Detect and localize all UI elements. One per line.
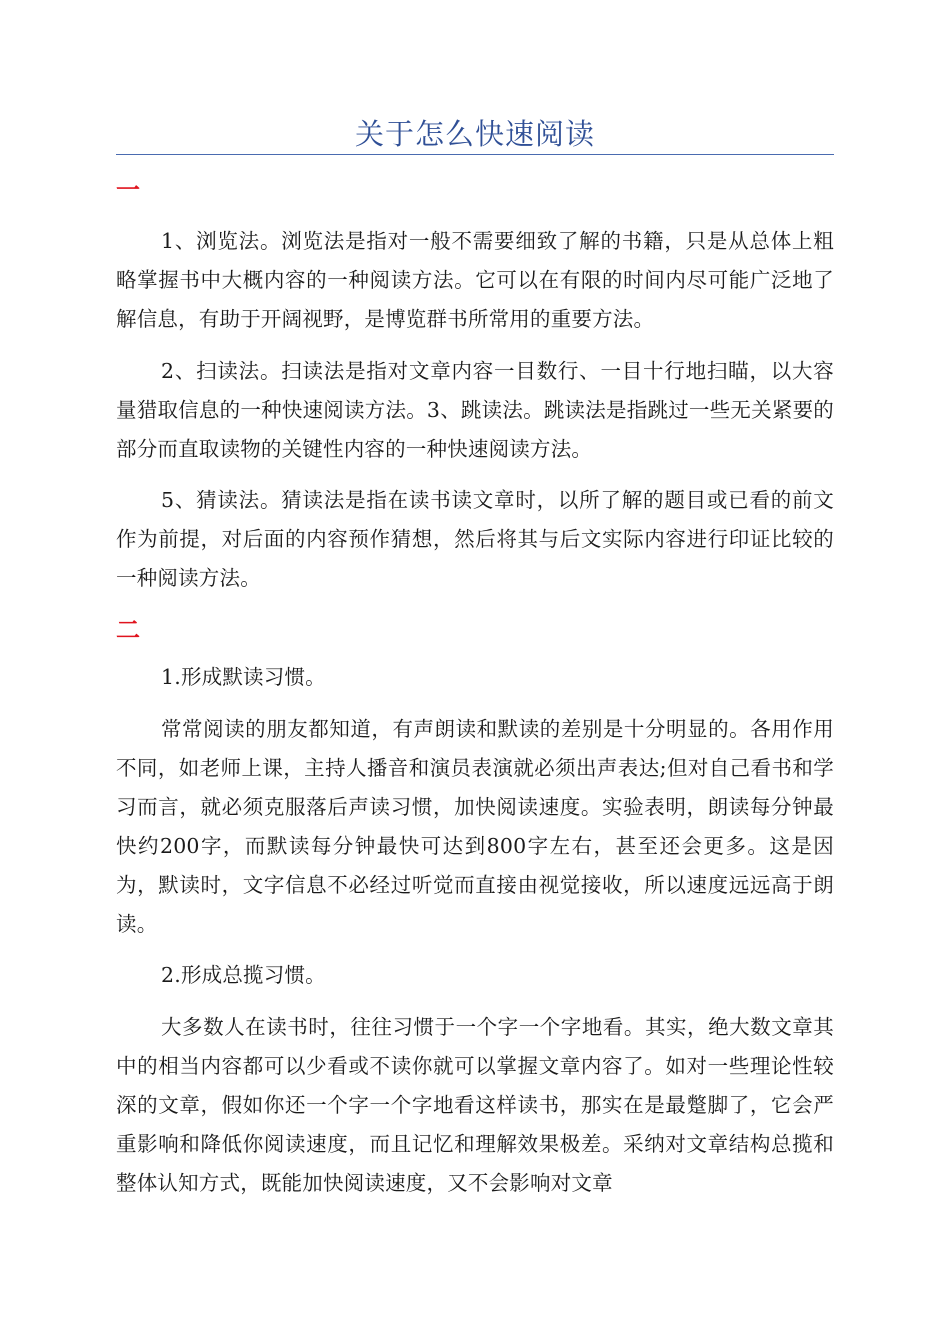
paragraph-silent-reading: 常常阅读的朋友都知道，有声朗读和默读的差别是十分明显的。各用作用不同，如老师上课，主持人播音和演员表演就必须出声表达;但对自己看书和学习而言，就必须克服落后声读习惯，加快阅读速度。实验表明，朗读每分钟最快约200字，而默读每分钟最快可达到800字左右，甚至还会更多。这是因为，默读时，文字信息不必经过听觉而直接由视觉接收，所以速度远远高于朗读。: [116, 717, 834, 936]
paragraph-overview-reading: 大多数人在读书时，往往习惯于一个字一个字地看。其实，绝大数文章其中的相当内容都可以少看或不读你就可以掌握文章内容了。如对一些理论性较深的文章，假如你还一个字一个字地看这样读书，那实在是最蹩脚了，它会严重影响和降低你阅读速度，而且记忆和理解效果极差。采纳对文章结构总揽和整体认知方式，既能加快阅读速度，又不会影响对文章: [116, 1015, 834, 1195]
paragraph-guess-method: 5、猜读法。猜读法是指在读书读文章时，以所了解的题目或已看的前文作为前提，对后面的内容预作猜想，然后将其与后文实际内容进行印证比较的一种阅读方法。: [116, 488, 834, 590]
heading-overview-reading: 2.形成总揽习惯。: [161, 963, 326, 987]
title-underline: [116, 154, 834, 155]
section-marker-2: 二: [116, 615, 140, 644]
paragraph-browse-method: 1、浏览法。浏览法是指对一般不需要细致了解的书籍，只是从总体上粗略掌握书中大概内容的一种阅读方法。它可以在有限的时间内尽可能广泛地了解信息，有助于开阔视野，是博览群书所常用的重要方法。: [116, 229, 834, 331]
paragraph-scan-skip-method: 2、扫读法。扫读法是指对文章内容一目数行、一目十行地扫瞄，以大容量猎取信息的一种快速阅读方法。3、跳读法。跳读法是指跳过一些无关紧要的部分而直取读物的关键性内容的一种快速阅读方法。: [116, 359, 834, 461]
document-title: 关于怎么快速阅读: [354, 117, 595, 151]
section-marker-1: 一: [116, 175, 140, 204]
heading-silent-reading: 1.形成默读习惯。: [161, 665, 326, 689]
